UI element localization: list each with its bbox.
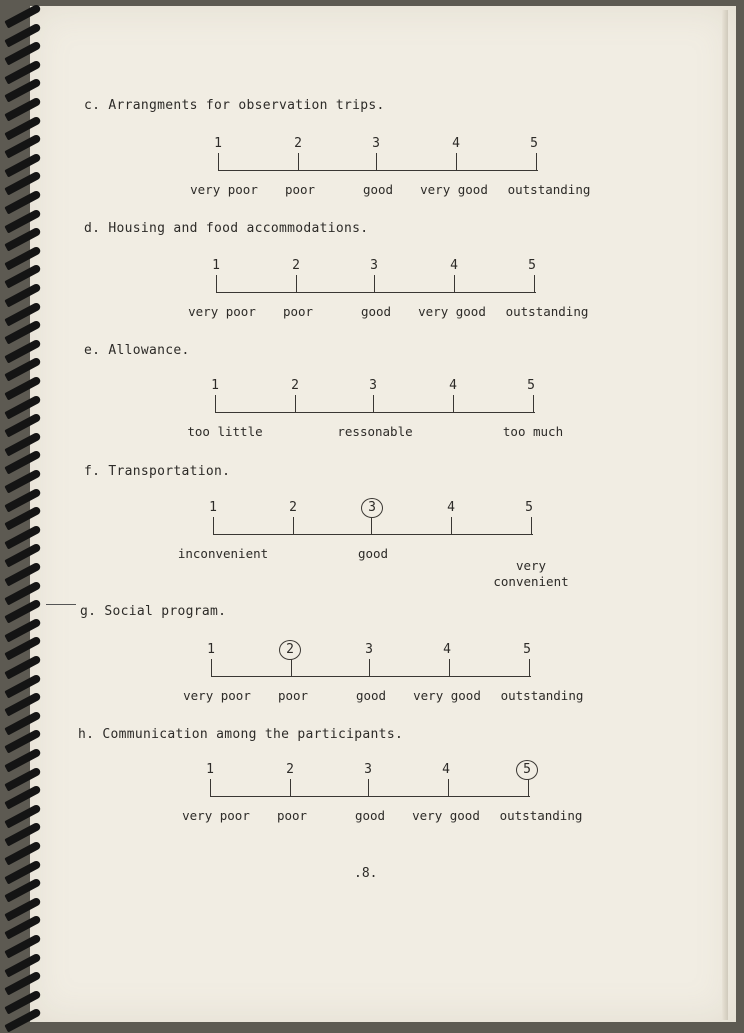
scale-line	[216, 292, 536, 293]
scale-number-circled[interactable]: 3	[361, 498, 383, 518]
scale-label: outstanding	[499, 808, 583, 823]
rating-scale-d	[188, 258, 589, 338]
scale-tick	[298, 153, 299, 170]
scale-tick	[376, 153, 377, 170]
scale-label: poor	[284, 182, 316, 197]
scale-tick	[453, 395, 454, 412]
scale-line	[213, 534, 533, 535]
scale-tick	[448, 779, 449, 796]
rating-scale-f	[177, 500, 569, 589]
scale-number[interactable]: 2	[292, 258, 300, 273]
scale-tick	[290, 779, 291, 796]
question-g-text: g. Social program.	[80, 604, 227, 619]
scale-label: very good	[412, 808, 480, 823]
scale-tick	[211, 659, 212, 676]
question-h-text: h. Communication among the participants.	[78, 727, 404, 742]
scale-tick	[295, 395, 296, 412]
scale-number[interactable]: 2	[291, 378, 299, 393]
scale-label: good	[357, 546, 389, 561]
scale-number[interactable]: 2	[294, 136, 302, 151]
scale-tick	[536, 153, 537, 170]
scale-label: very poor	[182, 808, 250, 823]
scale-label: very good	[420, 182, 488, 197]
scale-number[interactable]: 1	[211, 378, 219, 393]
scale-tick	[533, 395, 534, 412]
scale-number[interactable]: 4	[442, 762, 450, 777]
paper-edge	[722, 10, 728, 1020]
scale-tick	[368, 779, 369, 796]
rating-scale-e	[187, 378, 564, 458]
scale-label: very good	[413, 688, 481, 703]
scale-tick	[531, 517, 532, 534]
scale-label: poor	[282, 304, 314, 319]
question-e-text: e. Allowance.	[84, 343, 190, 358]
scale-tick	[373, 395, 374, 412]
scale-label: outstanding	[500, 688, 584, 703]
rating-scale-c	[190, 136, 591, 216]
question-d-text: d. Housing and food accommodations.	[84, 221, 369, 236]
scale-tick	[449, 659, 450, 676]
scale-label: convenient	[493, 574, 569, 589]
scale-number-circled[interactable]: 2	[279, 640, 301, 660]
scale-number[interactable]: 4	[452, 136, 460, 151]
scale-number[interactable]: 2	[286, 762, 294, 777]
scale-tick	[218, 153, 219, 170]
scale-number[interactable]: 1	[209, 500, 217, 515]
scale-label: inconvenient	[177, 546, 269, 561]
scale-tick	[213, 517, 214, 534]
scale-label: good	[362, 182, 394, 197]
scale-tick	[528, 779, 529, 796]
scale-label: good	[354, 808, 386, 823]
scale-label: outstanding	[505, 304, 589, 319]
scale-number[interactable]: 3	[370, 258, 378, 273]
scale-label: ressonable	[337, 424, 413, 439]
scale-number[interactable]: 2	[289, 500, 297, 515]
rating-scale-h	[182, 762, 583, 842]
question-c-text: c. Arrangments for observation trips.	[84, 98, 385, 113]
pen-stroke	[46, 604, 76, 605]
scale-number[interactable]: 3	[364, 762, 372, 777]
scale-number[interactable]: 3	[369, 378, 377, 393]
scale-number[interactable]: 1	[206, 762, 214, 777]
scale-number[interactable]: 1	[212, 258, 220, 273]
scale-label: very poor	[183, 688, 251, 703]
scale-tick	[374, 275, 375, 292]
scale-number[interactable]: 5	[523, 642, 531, 657]
scale-number[interactable]: 3	[372, 136, 380, 151]
scale-tick	[371, 517, 372, 534]
scale-tick	[216, 275, 217, 292]
scale-tick	[456, 153, 457, 170]
scale-label: very good	[418, 304, 486, 319]
scale-number-circled[interactable]: 5	[516, 760, 538, 780]
page-number: .8.	[354, 866, 378, 881]
scale-label: very poor	[188, 304, 256, 319]
scale-number[interactable]: 5	[525, 500, 533, 515]
scale-number[interactable]: 5	[527, 378, 535, 393]
scale-label: good	[360, 304, 392, 319]
scale-line	[210, 796, 530, 797]
scale-label: too much	[502, 424, 564, 439]
scale-line	[218, 170, 538, 171]
scale-label: poor	[276, 808, 308, 823]
scale-number[interactable]: 1	[207, 642, 215, 657]
scale-number[interactable]: 4	[449, 378, 457, 393]
rating-scale-g	[183, 642, 584, 722]
scale-line	[215, 412, 535, 413]
scale-tick	[291, 659, 292, 676]
scale-label: good	[355, 688, 387, 703]
scale-number[interactable]: 5	[528, 258, 536, 273]
scale-number[interactable]: 4	[450, 258, 458, 273]
scale-number[interactable]: 4	[443, 642, 451, 657]
scale-tick	[296, 275, 297, 292]
scale-tick	[369, 659, 370, 676]
scale-number[interactable]: 1	[214, 136, 222, 151]
scale-tick	[451, 517, 452, 534]
scale-tick	[293, 517, 294, 534]
scale-number[interactable]: 5	[530, 136, 538, 151]
scale-line	[211, 676, 531, 677]
scale-tick	[454, 275, 455, 292]
scale-tick	[529, 659, 530, 676]
scale-label: very poor	[190, 182, 258, 197]
scale-tick	[215, 395, 216, 412]
scale-number[interactable]: 3	[365, 642, 373, 657]
scale-tick	[210, 779, 211, 796]
scale-label: outstanding	[507, 182, 591, 197]
scale-tick	[534, 275, 535, 292]
spiral-binding	[0, 0, 46, 1024]
question-f-text: f. Transportation.	[84, 464, 231, 479]
scale-label: poor	[277, 688, 309, 703]
scale-number[interactable]: 4	[447, 500, 455, 515]
scale-label: too little	[187, 424, 263, 439]
scale-label: very	[515, 558, 547, 573]
